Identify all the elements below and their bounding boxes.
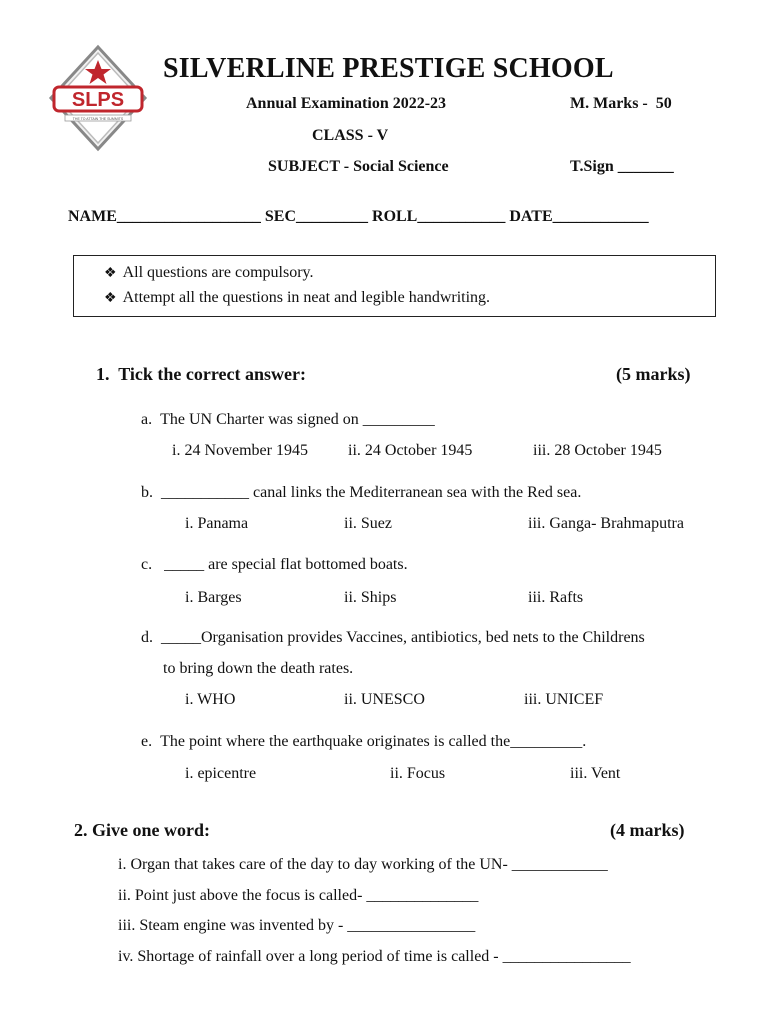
- subject-label: SUBJECT - Social Science: [268, 158, 449, 175]
- option: iii. UNICEF: [524, 691, 604, 708]
- student-details-line: NAME__________________ SEC_________ ROLL___________ DATE____________: [68, 208, 649, 225]
- option: ii. UNESCO: [344, 691, 425, 708]
- question-c: c. _____ are special flat bottomed boats.: [141, 556, 408, 573]
- one-word-item: iii. Steam engine was invented by - ________________: [118, 917, 476, 934]
- option: i. epicentre: [185, 765, 257, 782]
- one-word-item: i. Organ that takes care of the day to day working of the UN- ____________: [118, 856, 608, 873]
- option: i. Panama: [185, 515, 249, 532]
- option: ii. Suez: [344, 515, 392, 532]
- school-logo: [48, 44, 148, 152]
- exam-title: Annual Examination 2022-23: [246, 95, 447, 112]
- option: i. 24 November 1945: [172, 442, 308, 459]
- question-d-continued: to bring down the death rates.: [163, 660, 354, 677]
- section2-marks: (4 marks): [610, 820, 685, 840]
- instruction-item: ❖ All questions are compulsory.: [104, 264, 314, 281]
- one-word-item: iv. Shortage of rainfall over a long period of time is called - ________________: [118, 948, 631, 965]
- option: i. WHO: [185, 691, 236, 708]
- one-word-item: ii. Point just above the focus is called- ______________: [118, 887, 479, 904]
- section1-heading: 1. Tick the correct answer:: [96, 364, 306, 384]
- option: iii. 28 October 1945: [533, 442, 662, 459]
- option: iii. Vent: [570, 765, 621, 782]
- option: i. Barges: [185, 589, 242, 606]
- question-e: e. The point where the earthquake originates is called the_________.: [141, 733, 587, 750]
- question-b: b. ___________ canal links the Mediterranean sea with the Red sea.: [141, 484, 582, 501]
- section1-marks: (5 marks): [616, 364, 691, 384]
- svg-text:THE TO ATTAIN THE SUMMITS: THE TO ATTAIN THE SUMMITS: [72, 117, 124, 121]
- option: ii. Focus: [390, 765, 446, 782]
- option: ii. 24 October 1945: [348, 442, 473, 459]
- option: iii. Rafts: [528, 589, 584, 606]
- school-name: SILVERLINE PRESTIGE SCHOOL: [163, 53, 614, 84]
- max-marks: M. Marks - 50: [570, 95, 672, 112]
- diamond-bullet-icon: ❖: [104, 291, 117, 306]
- diamond-bullet-icon: ❖: [104, 266, 117, 281]
- option: iii. Ganga- Brahmaputra: [528, 515, 684, 532]
- instructions-box: [73, 255, 716, 317]
- option: ii. Ships: [344, 589, 397, 606]
- logo-text: SLPS: [71, 89, 125, 111]
- question-d: d. _____Organisation provides Vaccines, antibiotics, bed nets to the Childrens: [141, 629, 645, 646]
- class-label: CLASS - V: [312, 127, 389, 144]
- section2-heading: 2. Give one word:: [74, 820, 210, 840]
- teacher-sign: T.Sign _______: [570, 158, 674, 175]
- question-a: a. The UN Charter was signed on _________: [141, 411, 435, 428]
- instruction-item: ❖ Attempt all the questions in neat and legible handwriting.: [104, 289, 491, 306]
